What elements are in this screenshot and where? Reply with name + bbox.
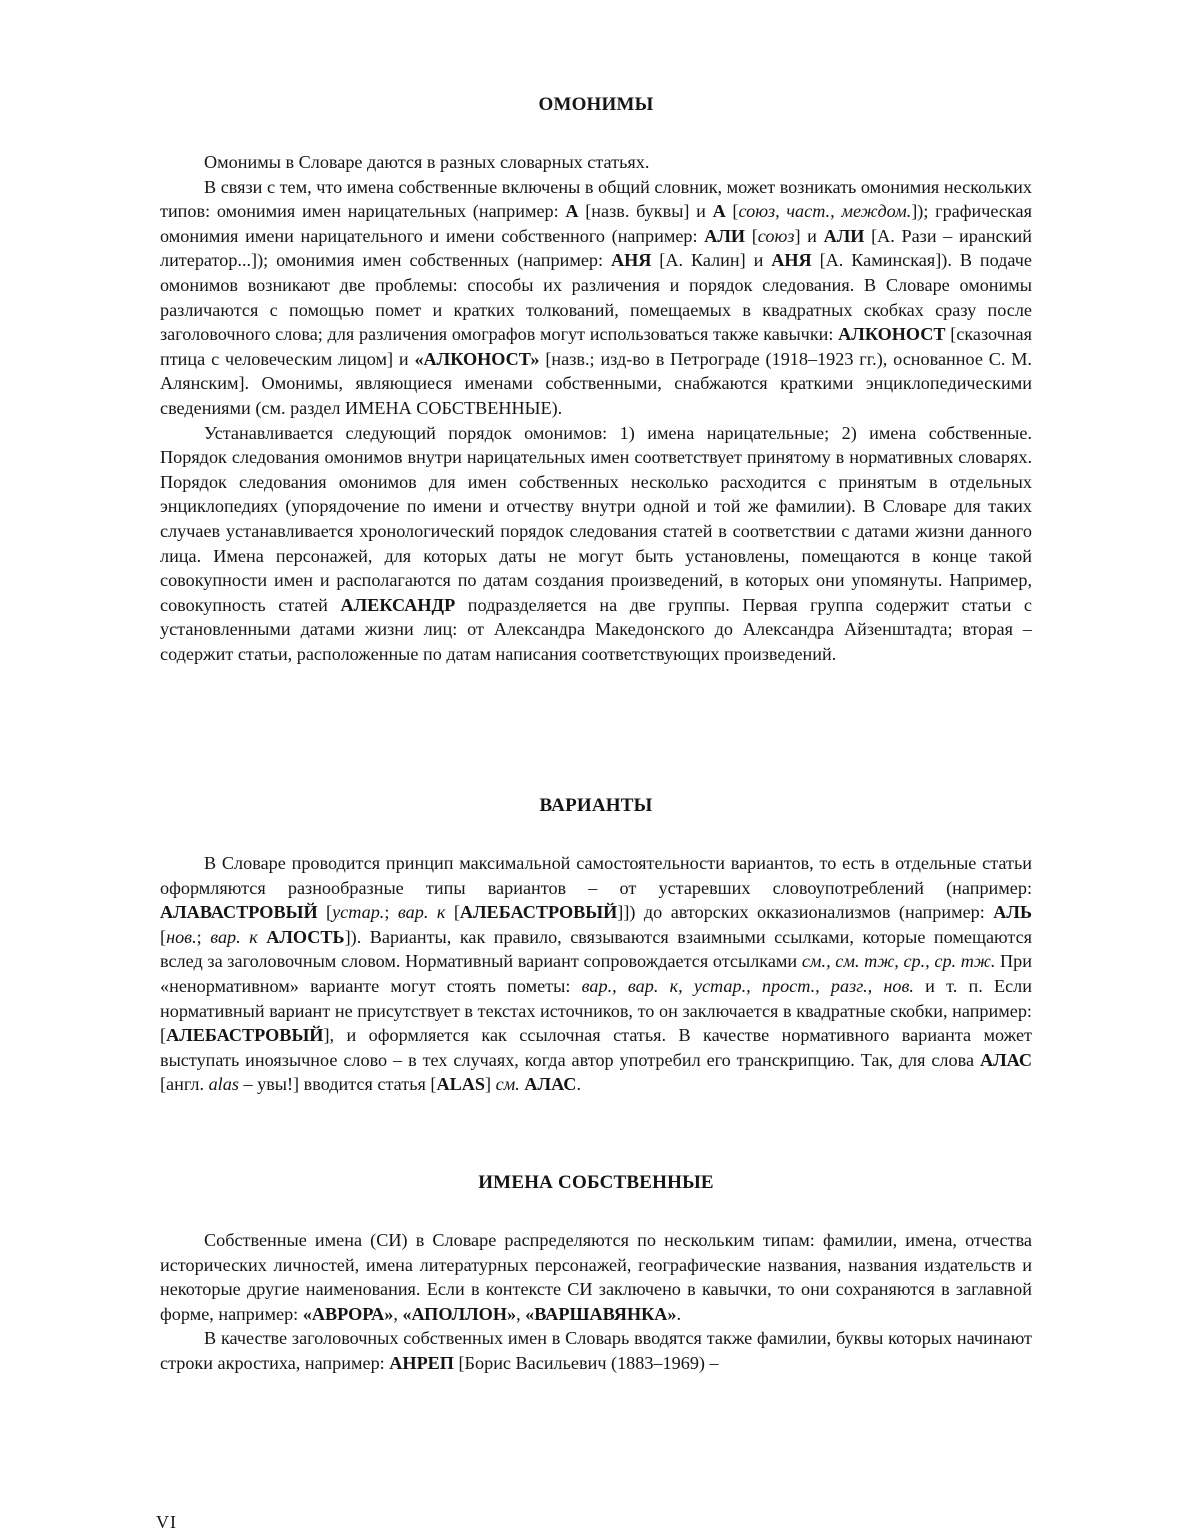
- headword: «АВРОРА»: [302, 1303, 394, 1324]
- headword: «АПОЛЛОН»: [402, 1303, 517, 1324]
- label-italic: устар.: [332, 902, 385, 923]
- headword: АЛОСТЬ: [266, 926, 345, 947]
- headword: «ВАРШАВЯНКА»: [525, 1303, 677, 1324]
- paragraph: [160, 851, 1032, 1097]
- headword: А: [565, 201, 579, 222]
- text-run: ], и оформляется как ссылочная статья. В качестве нормативного варианта может выступать иноязычное слово – в тех случаях, когда автор употребил его транскрипцию. Так, для слова: [160, 1025, 1032, 1070]
- text-run: [Борис Васильевич (1883–1969) –: [453, 1352, 719, 1373]
- section-homonyms: [160, 94, 1032, 666]
- text-run: ,: [516, 1303, 526, 1324]
- headword: А: [712, 201, 726, 222]
- text-run: ]); графическая омонимия имени нарицательного и имени собственного (например:: [160, 201, 1032, 246]
- section-proper-names: [160, 1172, 1032, 1376]
- text-run: [: [745, 225, 758, 246]
- text-run: Устанавливается следующий порядок омонимов: 1) имена нарицательные; 2) имена собственные. Порядок следования омонимов внутри нарицательных имен соответствует принятому в нормативных словарях. Порядок следования омонимов для имен собственных несколько расходится с принятым в отдельных энциклопедиях (упорядочение по имени и отчеству внутри одной и той же фамилии). В Словаре для таких случаев устанавливается хронологический порядок следования статей в соответствии с датами жизни данного лица. Имена персонажей, для которых даты не могут быть установлены, помещаются в конце такой совокупности имен и располагаются по датам создания произведений, в которых они упомянуты. Например, совокупность статей: [160, 422, 1032, 615]
- headword: АЛАС: [979, 1049, 1032, 1070]
- paragraph: [160, 1326, 1032, 1375]
- label-italic: см.: [495, 1074, 520, 1095]
- text-run: Омонимы в Словаре даются в разных словарных статьях.: [204, 152, 650, 172]
- label-italic: вар. к: [210, 926, 258, 947]
- section-title: ВАРИАНТЫ: [539, 795, 653, 816]
- text-run: ]]) до авторских окказионализмов (например:: [617, 902, 994, 923]
- text-run: При «ненормативном» варианте могут стоять пометы:: [160, 951, 1033, 996]
- label-italic: см., см. тж, ср., ср. тж.: [801, 951, 996, 972]
- section-variants: [160, 795, 1032, 1097]
- headword: АНРЕП: [389, 1352, 454, 1373]
- label-italic: вар., вар. к, устар., прост., разг., нов.: [581, 975, 914, 996]
- text-run: [: [725, 201, 739, 222]
- text-run: В качестве заголовочных собственных имен в Словарь вводятся также фамилии, буквы которых начинают строки акростиха, например:: [160, 1328, 1032, 1373]
- text-run: ]). Варианты, как правило, связываются взаимными ссылками, которые помещаются вслед за заголовочным словом. Нормативный вариант сопровождается отсылками: [160, 926, 1033, 972]
- label-italic: нов.: [166, 926, 197, 947]
- headword: АЛАВАСТРОВЫЙ: [160, 902, 318, 923]
- headword: АЛИ: [823, 225, 865, 246]
- paragraph: [160, 1228, 1032, 1326]
- headword: АНЯ: [610, 250, 652, 271]
- text-run: ]: [485, 1074, 496, 1095]
- label-italic: союз, част., междом.: [738, 201, 912, 222]
- text-run: [: [445, 902, 460, 923]
- paragraph: [160, 421, 1032, 667]
- text-run: подразделяется на две группы. Первая группа содержит статьи с установленными датами жизни лиц: от Александра Македонского до Александра Айзенштадта; вторая – содержит статьи, расположенные по датам написания соответствующих произведений.: [160, 594, 1032, 664]
- text-run: [англ.: [160, 1074, 209, 1095]
- headword: ALAS: [436, 1074, 485, 1095]
- text-run: ,: [393, 1303, 403, 1324]
- paragraph: [160, 175, 1032, 421]
- text-run: ] и: [794, 225, 824, 246]
- text-run: ;: [196, 926, 211, 947]
- section-title: ИМЕНА СОБСТВЕННЫЕ: [478, 1172, 714, 1193]
- headword: АЛЬ: [993, 902, 1032, 923]
- text-run: [назв. буквы] и: [578, 201, 713, 222]
- text-run: [А. Рази – иранский литератор...]); омонимия имен собственных (например:: [160, 225, 1033, 271]
- text-run: .: [576, 1074, 581, 1095]
- text-run: В связи с тем, что имена собственные включены в общий словник, может возникать омонимия нескольких типов: омонимия имен нарицательных (например:: [160, 176, 1032, 222]
- text-run: [А. Каминская]). В подаче омонимов возникают две проблемы: способы их различения и порядок следования. В Словаре омонимы различаются с помощью помет и кратких толкований, помещаемых в квадратных скобках сразу после заголовочного слова; для различения омографов могут использоваться также кавычки:: [160, 250, 1032, 345]
- text-run: .: [676, 1303, 682, 1324]
- text-run: – увы!] вводится статья [: [238, 1074, 437, 1095]
- paragraph: [160, 150, 1032, 175]
- label-italic: alas: [208, 1074, 239, 1095]
- headword: АЛЕКСАНДР: [340, 594, 456, 615]
- headword: АНЯ: [771, 250, 812, 271]
- text-run: В Словаре проводится принцип максимальной самостоятельности вариантов, то есть в отдельные статьи оформляются разнообразные типы вариантов – от устаревших словоупотреблений (например:: [160, 853, 1032, 898]
- text-run: [сказочная птица с человеческим лицом] и: [160, 324, 1032, 369]
- label-italic: вар. к: [397, 902, 446, 923]
- text-run: [: [160, 926, 167, 947]
- headword: АЛАС: [524, 1074, 577, 1095]
- headword: АЛИ: [704, 225, 746, 246]
- text-run: [А. Калин] и: [651, 250, 772, 271]
- section-title: ОМОНИМЫ: [538, 94, 654, 115]
- headword: «АЛКОНОСТ»: [414, 348, 540, 369]
- headword: АЛКОНОСТ: [838, 324, 946, 345]
- label-italic: союз: [757, 225, 795, 246]
- text-run: [назв.; изд-во в Петрограде (1918–1923 гг.), основанное С. М. Алянским]. Омонимы, являющиеся именами собственными, снабжаются краткими энциклопедическими сведениями (см. раздел ИМЕНА СОБСТВЕННЫЕ).: [160, 348, 1032, 418]
- headword: АЛЕБАСТРОВЫЙ: [166, 1025, 324, 1046]
- headword: АЛЕБАСТРОВЫЙ: [459, 902, 618, 923]
- text-run: [: [317, 902, 333, 923]
- text-run: Собственные имена (СИ) в Словаре распределяются по нескольким типам: фамилии, имена, отчества исторических личностей, имена литературных персонажей, географические названия, названия издательств и некоторые другие наименования. Если в контексте СИ заключено в кавычки, то они сохраняются в заглавной форме, например:: [160, 1230, 1032, 1324]
- text-run: и т. п. Если нормативный вариант не присутствует в текстах источников, то он заключается в квадратные скобки, например: [: [160, 975, 1032, 1046]
- text-run: [258, 927, 267, 947]
- text-run: ;: [384, 902, 398, 923]
- page-number: VI: [156, 1512, 177, 1532]
